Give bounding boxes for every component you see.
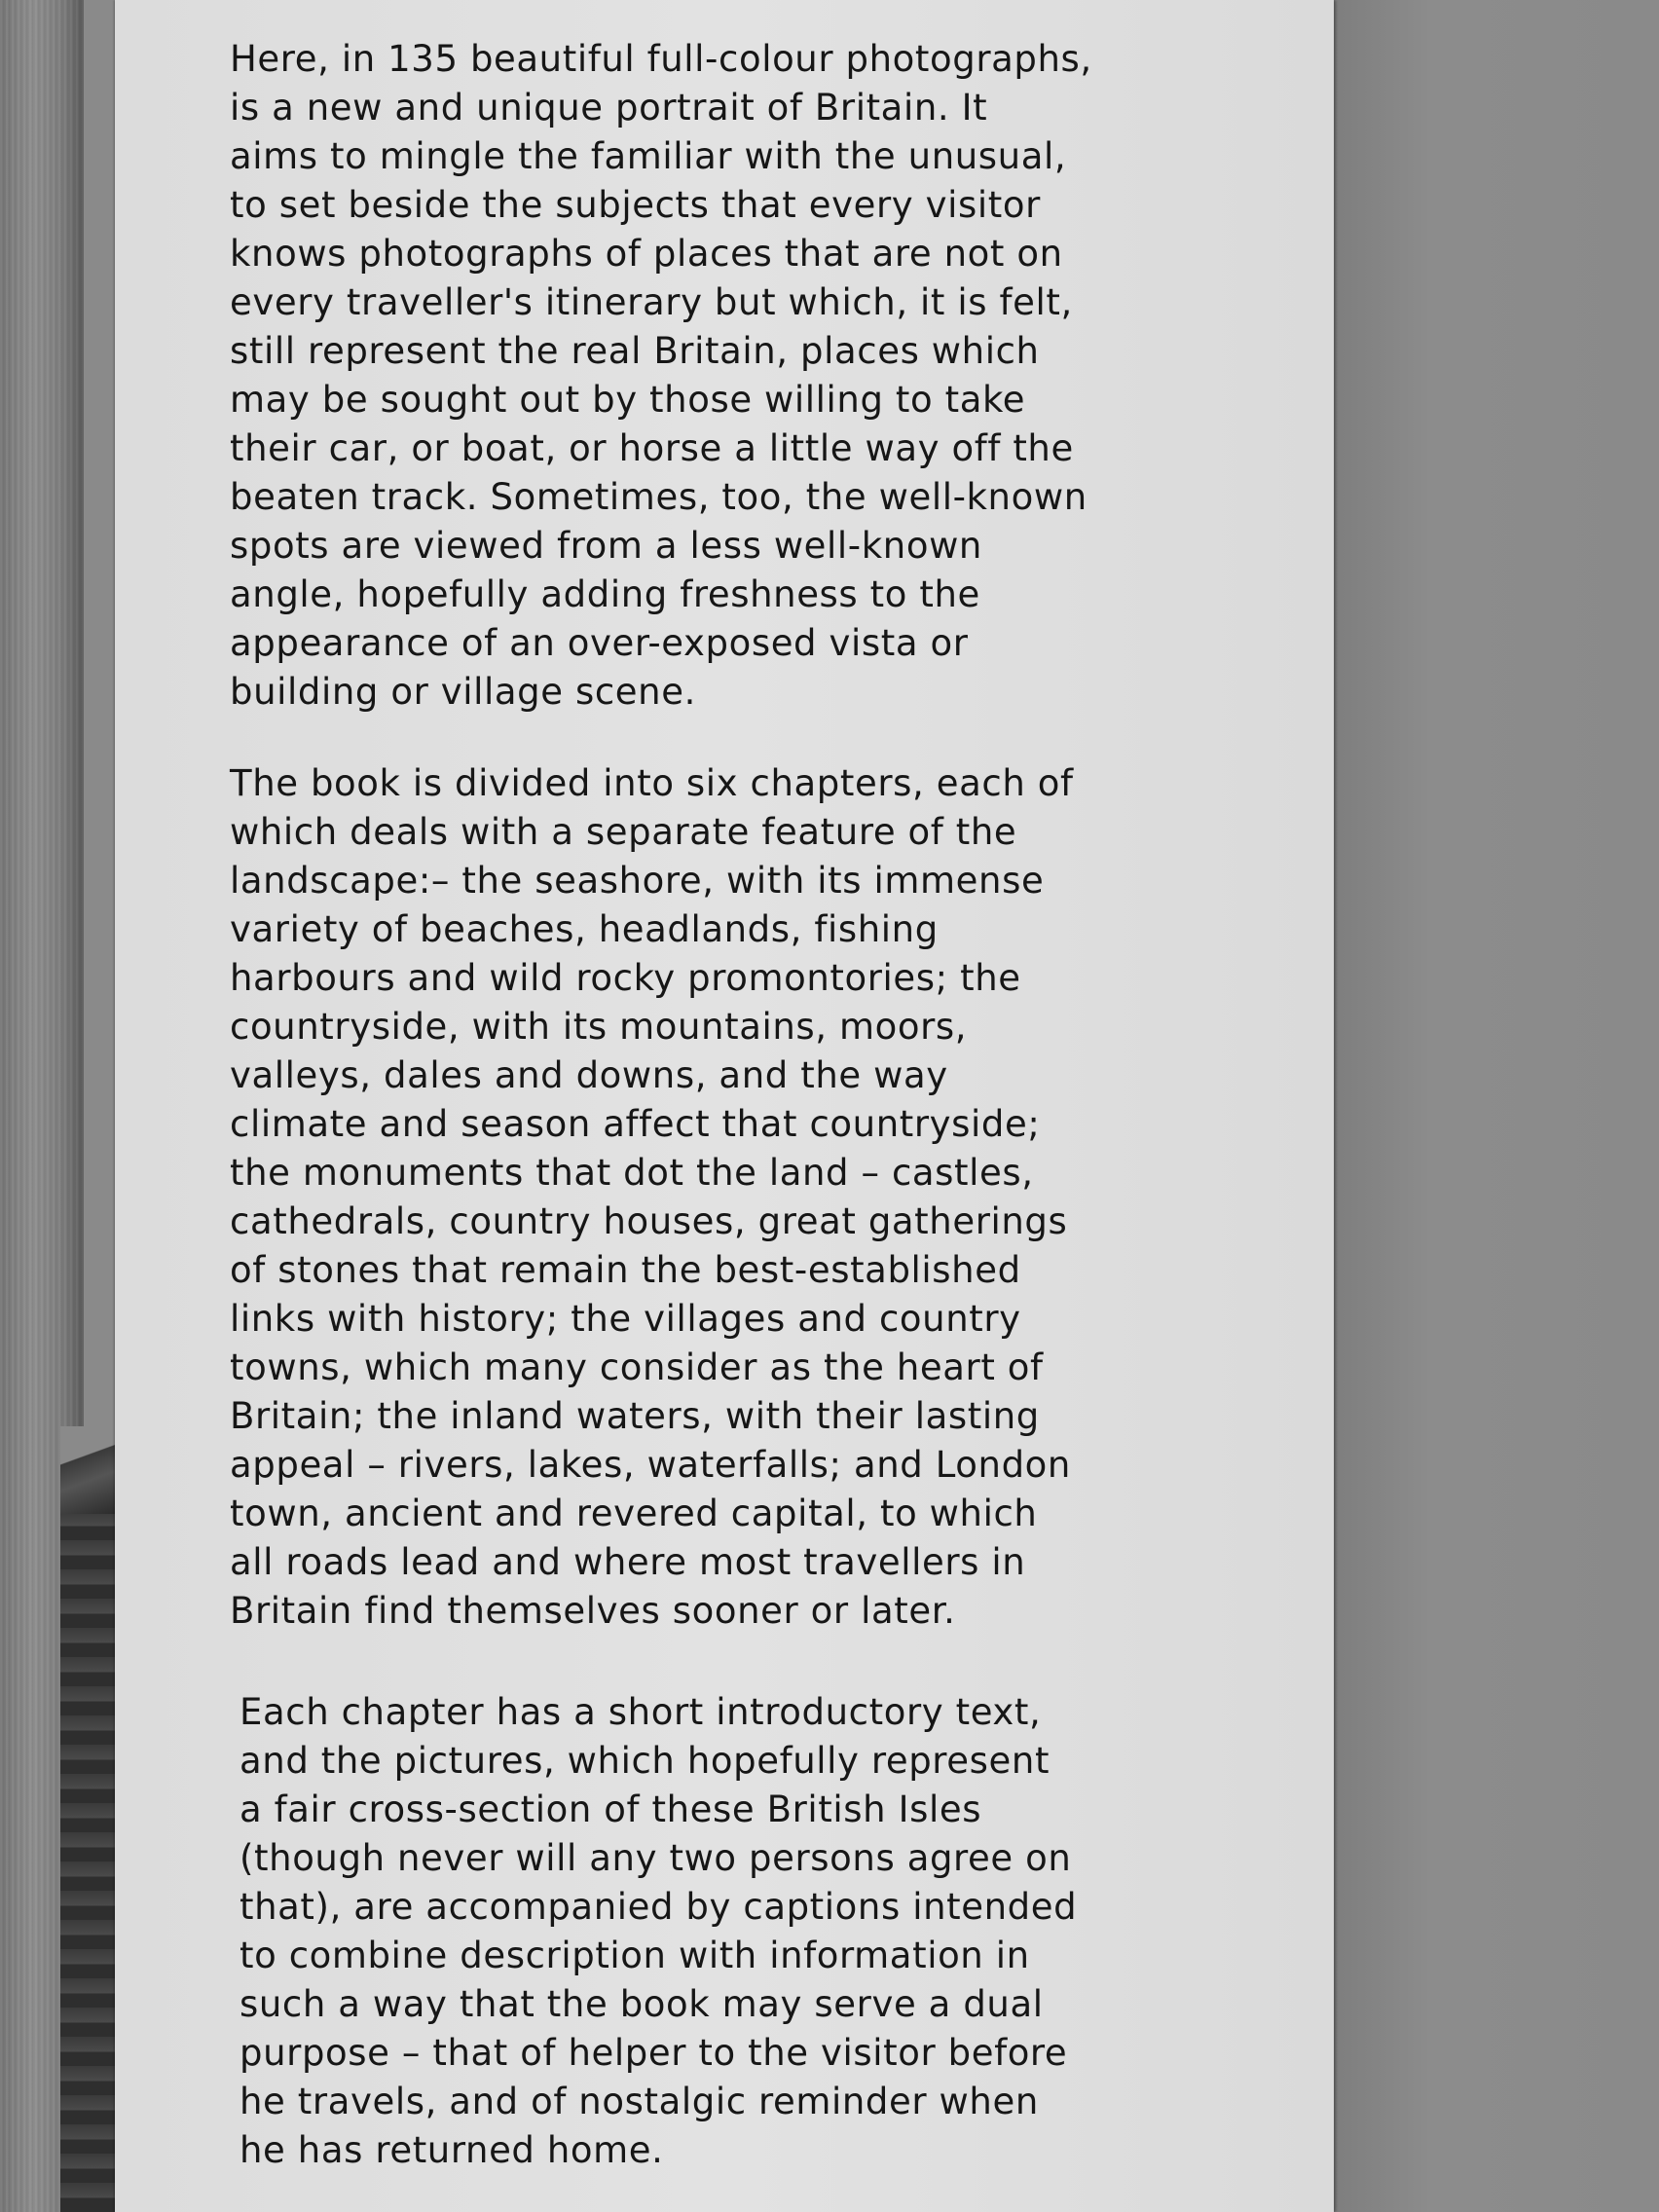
text-line: countryside, with its mountains, moors, [230,1006,968,1048]
text-line: Here, in 135 beautiful full-colour photographs, [230,38,1092,80]
paragraph-chapters [230,759,1203,1636]
text-line: that), are accompanied by captions intended [240,1886,1078,1928]
text-line: beaten track. Sometimes, too, the well-known [230,476,1088,518]
text-line: town, ancient and revered capital, to which [230,1493,1038,1534]
text-line: is a new and unique portrait of Britain. It [230,87,988,129]
text-line: every traveller's itinerary but which, it is felt, [230,281,1073,323]
text-line: which deals with a separate feature of the [230,811,1017,853]
text-line: to combine description with information in [240,1935,1030,1976]
text-line: valleys, dales and downs, and the way [230,1054,948,1096]
text-line: towns, which many consider as the heart of [230,1346,1044,1388]
text-line: Britain find themselves sooner or later. [230,1590,956,1632]
text-line: building or village scene. [230,671,696,713]
text-line: cathedrals, country houses, great gatherings [230,1200,1068,1242]
text-line: purpose – that of helper to the visitor before [240,2032,1068,2074]
text-line: of stones that remain the best-established [230,1249,1021,1291]
text-line: landscape:– the seashore, with its immense [230,860,1045,902]
paragraph-intro [230,35,1203,717]
text-line: the monuments that dot the land – castles, [230,1152,1034,1194]
text-line: aims to mingle the familiar with the unusual, [230,135,1067,177]
text-line: angle, hopefully adding freshness to the [230,573,980,615]
right-background-board [1334,0,1659,2212]
text-line: their car, or boat, or horse a little way off the [230,427,1074,469]
text-line: appearance of an over-exposed vista or [230,622,969,664]
text-line: and the pictures, which hopefully represent [240,1740,1051,1782]
paragraph-captions [240,1688,1213,2175]
text-line: spots are viewed from a less well-known [230,525,982,567]
text-line: may be sought out by those willing to take [230,379,1026,421]
adjacent-photo-edge [60,1426,117,2212]
text-line: such a way that the book may serve a dual [240,1983,1044,2025]
text-line: climate and season affect that countryside; [230,1103,1041,1145]
text-line: variety of beaches, headlands, fishing [230,908,939,950]
text-line: links with history; the villages and country [230,1298,1021,1340]
text-line: appeal – rivers, lakes, waterfalls; and London [230,1444,1071,1486]
text-line: he has returned home. [240,2129,664,2171]
text-line: (though never will any two persons agree on [240,1837,1072,1879]
text-line: to set beside the subjects that every visitor [230,184,1041,226]
text-line: still represent the real Britain, places which [230,330,1040,372]
text-line: Each chapter has a short introductory text, [240,1691,1042,1733]
text-line: The book is divided into six chapters, each of [230,762,1074,804]
text-line: Britain; the inland waters, with their lasting [230,1395,1040,1437]
text-line: a fair cross-section of these British Isles [240,1788,982,1830]
text-line: he travels, and of nostalgic reminder when [240,2081,1039,2122]
text-line: harbours and wild rocky promontories; the [230,957,1021,999]
text-line: all roads lead and where most travellers in [230,1541,1026,1583]
text-line: knows photographs of places that are not on [230,233,1063,275]
